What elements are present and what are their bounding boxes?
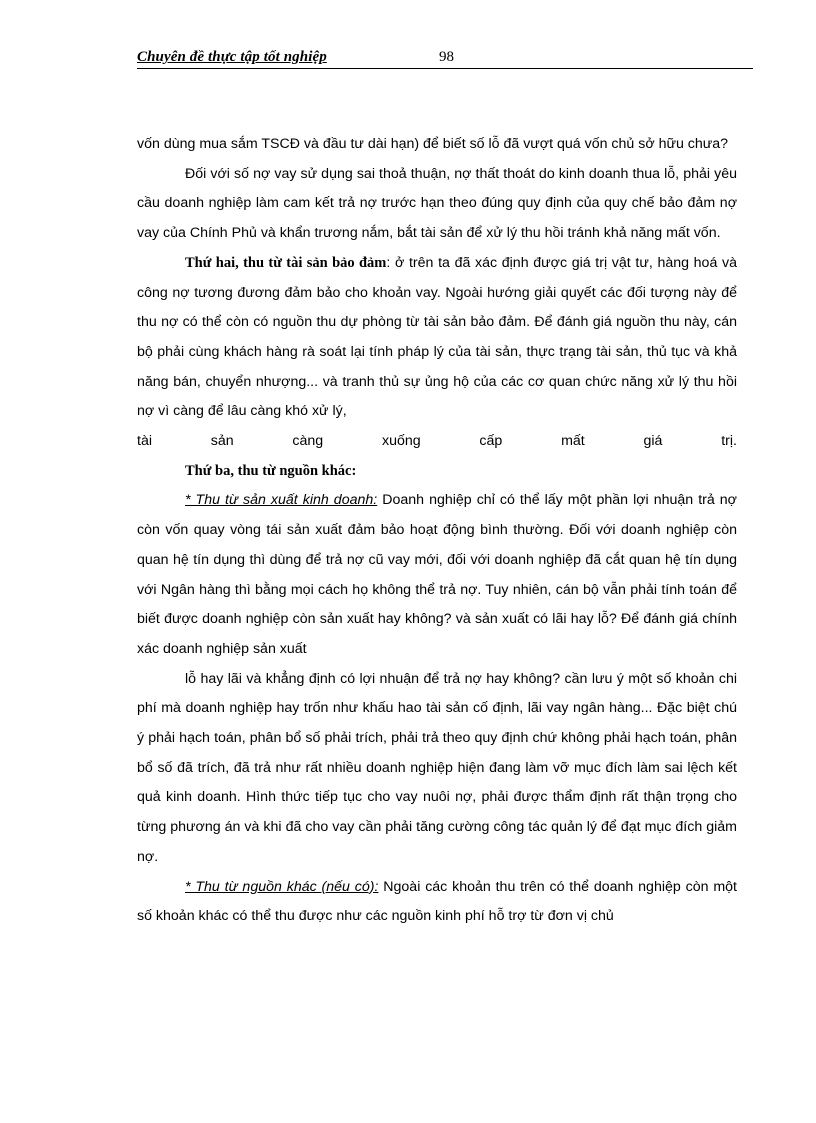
paragraph-7-label: * Thu từ nguồn khác (nếu có):	[185, 878, 379, 895]
paragraph-6: lỗ hay lãi và khẳng định có lợi nhuận để trả nợ hay không? cần lưu ý một số khoản chi phí mà doanh nghiệp hay trốn như khấu hao tài sản cố định, lãi vay ngân hàng... Đặc biệt chú ý phải hạch toán, phân bổ số phải trích, phải trả theo quy định chứ không phải hạch toán, phân bổ số đã trích, đã trả như rất nhiều doanh nghiệp hiện đang làm vỡ mục đích làm sai lệch kết quả kinh doanh. Hình thức tiếp tục cho vay nuôi nợ, phải được thẩm định rất thận trọng cho từng phương án và khi đã cho vay cần phải tăng cường công tác quản lý để đạt mục đích giảm nợ.	[137, 670, 737, 865]
paragraph-3-text: : ở trên ta đã xác định được giá trị vật tư, hàng hoá và công nợ tương đương đảm bảo cho khoản vay. Ngoài hướng giải quyết các đối tượng này để thu nợ có thể còn có nguồn thu dự phòng từ tài sản bảo đảm. Để đánh giá nguồn thu này, cán bộ phải cùng khách hàng rà soát lại tính pháp lý của tài sản, thực trạng tài sản, thủ tục và khả năng bán, chuyển nhượng... và tranh thủ sự ủng hộ của các cơ quan chức năng xử lý thu hồi nợ vì càng để lâu càng khó xử lý,	[137, 254, 737, 420]
page-number: 98	[439, 49, 454, 65]
paragraph-3-heading: Thứ hai, thu từ tài sản bảo đảm	[185, 254, 387, 271]
paragraph-5-label: * Thu từ sản xuất kinh doanh:	[185, 492, 378, 509]
page-header	[137, 48, 753, 69]
body-text	[137, 130, 737, 932]
paragraph-4-heading: Thứ ba, thu từ nguồn khác:	[185, 462, 357, 479]
header-title: Chuyên đề thực tập tốt nghiệp	[137, 49, 327, 65]
paragraph-7-text: Ngoài các khoản thu trên có thể doanh nghiệp còn một số khoản khác có thể thu được như các nguồn kinh phí hỗ trợ từ đơn vị chủ	[137, 878, 737, 925]
paragraph-5	[137, 486, 737, 664]
paragraph-3-last-line: tài sản càng xuống cấp mất giá trị.	[137, 433, 737, 450]
paragraph-2: Đối với số nợ vay sử dụng sai thoả thuận, nợ thất thoát do kinh doanh thua lỗ, phải yêu cầu doanh nghiệp làm cam kết trả nợ trước hạn theo đúng quy định của quy chế bảo đảm nợ vay của Chính Phủ và khẩn trương nắm, bắt tài sản để xử lý thu hồi tránh khả năng mất vốn.	[137, 165, 737, 242]
paragraph-3	[137, 249, 737, 427]
paragraph-7	[137, 873, 737, 932]
paragraph-4	[137, 457, 737, 487]
paragraph-5-text: Doanh nghiệp chỉ có thể lấy một phần lợi nhuận trả nợ còn vốn quay vòng tái sản xuất đảm bảo hoạt động bình thường. Đối với doanh nghiệp còn quan hệ tín dụng thì dùng để trả nợ cũ vay mới, đối với doanh nghiệp đã cắt quan hệ tín dụng với Ngân hàng thì bằng mọi cách họ không thể trả nợ. Tuy nhiên, cán bộ vẫn phải tính toán để biết được doanh nghiệp còn sản xuất hay không? và sản xuất có lãi hay lỗ? Để đánh giá chính xác doanh nghiệp sản xuất	[137, 492, 737, 657]
paragraph-1: vốn dùng mua sắm TSCĐ và đầu tư dài hạn) để biết số lỗ đã vượt quá vốn chủ sở hữu chưa?	[137, 136, 729, 152]
